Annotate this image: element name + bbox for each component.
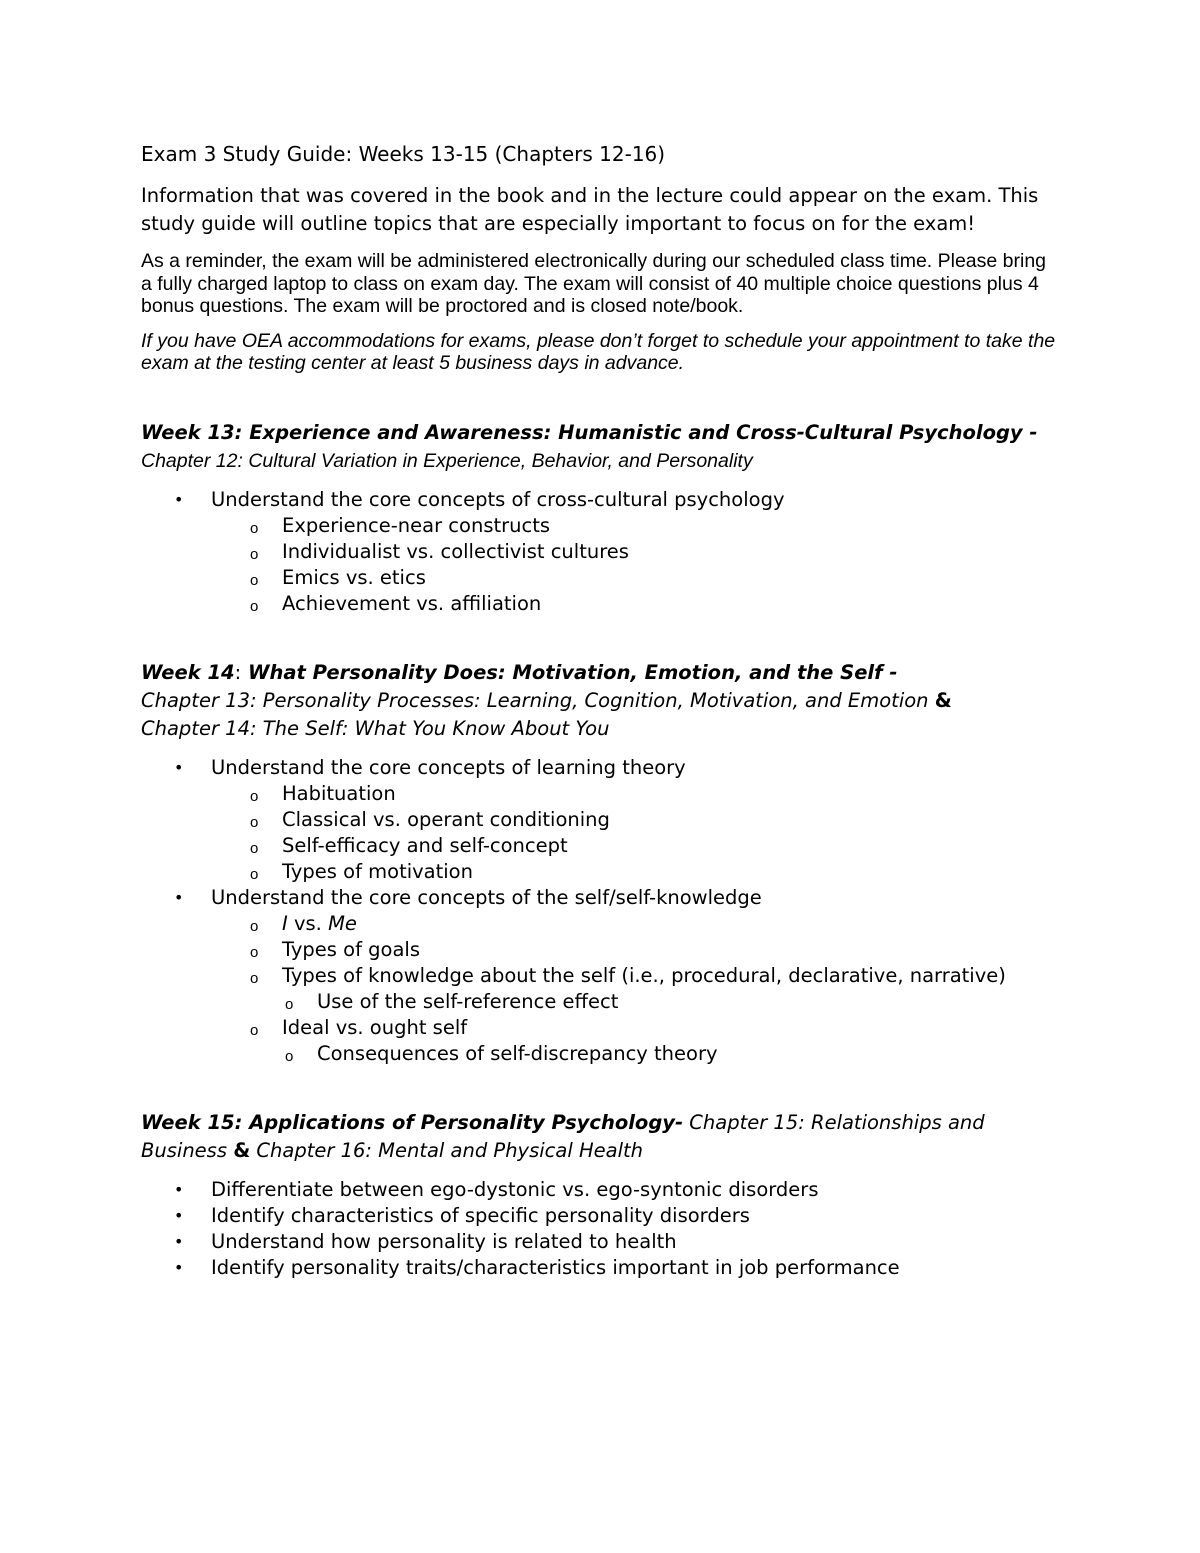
sub-sub-list-item-text: Use of the self-reference effect — [317, 989, 619, 1013]
sub-list-item — [141, 833, 1061, 859]
sub-list — [211, 781, 1061, 885]
week14-heading — [141, 659, 1061, 743]
week14-colon: : — [234, 660, 242, 684]
list-item-text: Differentiate between ego-dystonic vs. ego-syntonic disorders — [211, 1177, 819, 1201]
sub-list-item — [141, 565, 1061, 591]
bullet-icon: • — [174, 1231, 184, 1251]
week15-heading — [141, 1109, 1061, 1165]
document-page — [141, 140, 1061, 1281]
list-item-text: Understand the core concepts of the self/self-knowledge — [211, 885, 762, 909]
week13-title: Week 13: Experience and Awareness: Humanistic and Cross-Cultural Psychology - — [141, 420, 1038, 444]
list-item — [141, 1229, 1061, 1255]
bullet-icon: • — [174, 887, 184, 907]
list-item-text: Understand the core concepts of learning theory — [211, 755, 686, 779]
week13-heading — [141, 419, 1061, 475]
sub-bullet-icon: o — [285, 1047, 294, 1065]
sub-sub-list-item — [141, 1041, 1061, 1067]
sub-list-item — [141, 781, 1061, 807]
sub-list-item — [141, 591, 1061, 617]
intro-paragraph: Information that was covered in the book and in the lecture could appear on the exam. This study guide will outline topics that are especially important to focus on for the exam! — [141, 184, 1039, 235]
bullet-icon: • — [174, 1257, 184, 1277]
sub-list-item-text: Types of knowledge about the self (i.e., procedural, declarative, narrative) — [282, 963, 1006, 987]
sub-bullet-icon: o — [250, 545, 259, 563]
list-item — [141, 885, 1061, 1067]
sub-list-item — [141, 539, 1061, 565]
sub-bullet-icon: o — [250, 597, 259, 615]
week13-list — [141, 487, 1061, 617]
sub-list-item-text: Habituation — [282, 781, 396, 805]
list-item-text: Identify characteristics of specific personality disorders — [211, 1203, 750, 1227]
list-item — [141, 1255, 1061, 1281]
spacer — [141, 375, 1061, 419]
list-item-text: Understand the core concepts of cross-cultural psychology — [211, 487, 785, 511]
sub-bullet-icon: o — [250, 813, 259, 831]
sub-bullet-icon: o — [250, 787, 259, 805]
week15-ampersand: & — [233, 1138, 251, 1162]
sub-list-item — [141, 1015, 1061, 1067]
spacer — [141, 1067, 1061, 1109]
week14-chapter-14: Chapter 14: The Self: What You Know About You — [141, 716, 610, 740]
sub-list-item — [141, 513, 1061, 539]
sub-sub-list-item — [141, 989, 1061, 1015]
week15-list — [141, 1177, 1061, 1281]
sub-list-item-text: Ideal vs. ought self — [282, 1015, 468, 1039]
sub-bullet-icon: o — [250, 1021, 259, 1039]
sub-list-item — [141, 937, 1061, 963]
sub-sub-list — [282, 989, 1061, 1015]
list-item-text: Identify personality traits/characteristics important in job performance — [211, 1255, 900, 1279]
bullet-icon: • — [174, 489, 184, 509]
week14-section — [141, 659, 1061, 1067]
week15-chapter-16: Chapter 16: Mental and Physical Health — [250, 1138, 643, 1162]
vs-text: vs. — [287, 911, 329, 935]
week14-ampersand: & — [934, 688, 952, 712]
list-item — [141, 755, 1061, 885]
sub-list-item — [141, 911, 1061, 937]
sub-list-item-text: Emics vs. etics — [282, 565, 426, 589]
sub-bullet-icon: o — [250, 839, 259, 857]
week14-label: Week 14 — [141, 660, 235, 684]
week13-section — [141, 419, 1061, 617]
sub-list-item-text: Self-efficacy and self-concept — [282, 833, 568, 857]
sub-bullet-icon: o — [250, 917, 259, 935]
bullet-icon: • — [174, 1179, 184, 1199]
sub-bullet-icon: o — [250, 969, 259, 987]
sub-list-item-text: Types of motivation — [282, 859, 473, 883]
sub-list-item-text: Classical vs. operant conditioning — [282, 807, 610, 831]
list-item-text: Understand how personality is related to health — [211, 1229, 677, 1253]
list-item — [141, 1177, 1061, 1203]
sub-list-item-text: Types of goals — [282, 937, 420, 961]
sub-bullet-icon: o — [250, 519, 259, 537]
sub-list-item — [141, 807, 1061, 833]
bullet-icon: • — [174, 1205, 184, 1225]
week14-title: What Personality Does: Motivation, Emotion, and the Self - — [241, 660, 898, 684]
page-title: Exam 3 Study Guide: Weeks 13-15 (Chapters 12-16) — [141, 142, 666, 166]
me-term: Me — [328, 911, 357, 935]
oea-note: If you have OEA accommodations for exams, please don’t forget to schedule your appointment to take the exam at the testing center at least 5 business days in advance. — [141, 329, 1056, 374]
sub-sub-list-item-text: Consequences of self-discrepancy theory — [317, 1041, 718, 1065]
spacer — [141, 617, 1061, 659]
week14-list — [141, 755, 1061, 1067]
sub-sub-list — [282, 1041, 1061, 1067]
sub-bullet-icon: o — [250, 571, 259, 589]
list-item — [141, 1203, 1061, 1229]
sub-list-item-text: Experience-near constructs — [282, 513, 551, 537]
i-term: I — [282, 911, 288, 935]
sub-bullet-icon: o — [250, 943, 259, 961]
sub-list-item — [141, 859, 1061, 885]
bullet-icon: • — [174, 757, 184, 777]
week15-section — [141, 1109, 1061, 1281]
week14-chapter-13: Chapter 13: Personality Processes: Learning, Cognition, Motivation, and Emotion — [141, 688, 929, 712]
week15-title: Week 15: Applications of Personality Psychology- — [141, 1110, 684, 1134]
sub-list-item-text: Achievement vs. affiliation — [282, 591, 542, 615]
sub-list-item-text: Individualist vs. collectivist cultures — [282, 539, 629, 563]
reminder-paragraph: As a reminder, the exam will be administered electronically during our scheduled class time. Please bring a fully charged laptop to class on exam day. The exam will consist of 40 multiple choice questions plus 4 bonus questions. The exam will be proctored and is closed note/book. — [141, 250, 1047, 317]
sub-bullet-icon: o — [250, 865, 259, 883]
sub-list-item — [141, 963, 1061, 1015]
list-item — [141, 487, 1061, 617]
sub-bullet-icon: o — [285, 995, 294, 1013]
week13-chapter: Chapter 12: Cultural Variation in Experience, Behavior, and Personality — [141, 449, 753, 472]
sub-list — [211, 513, 1061, 617]
week15-chapter-15: Chapter 15: Relationships and Business — [141, 1110, 985, 1162]
sub-list — [211, 911, 1061, 1067]
